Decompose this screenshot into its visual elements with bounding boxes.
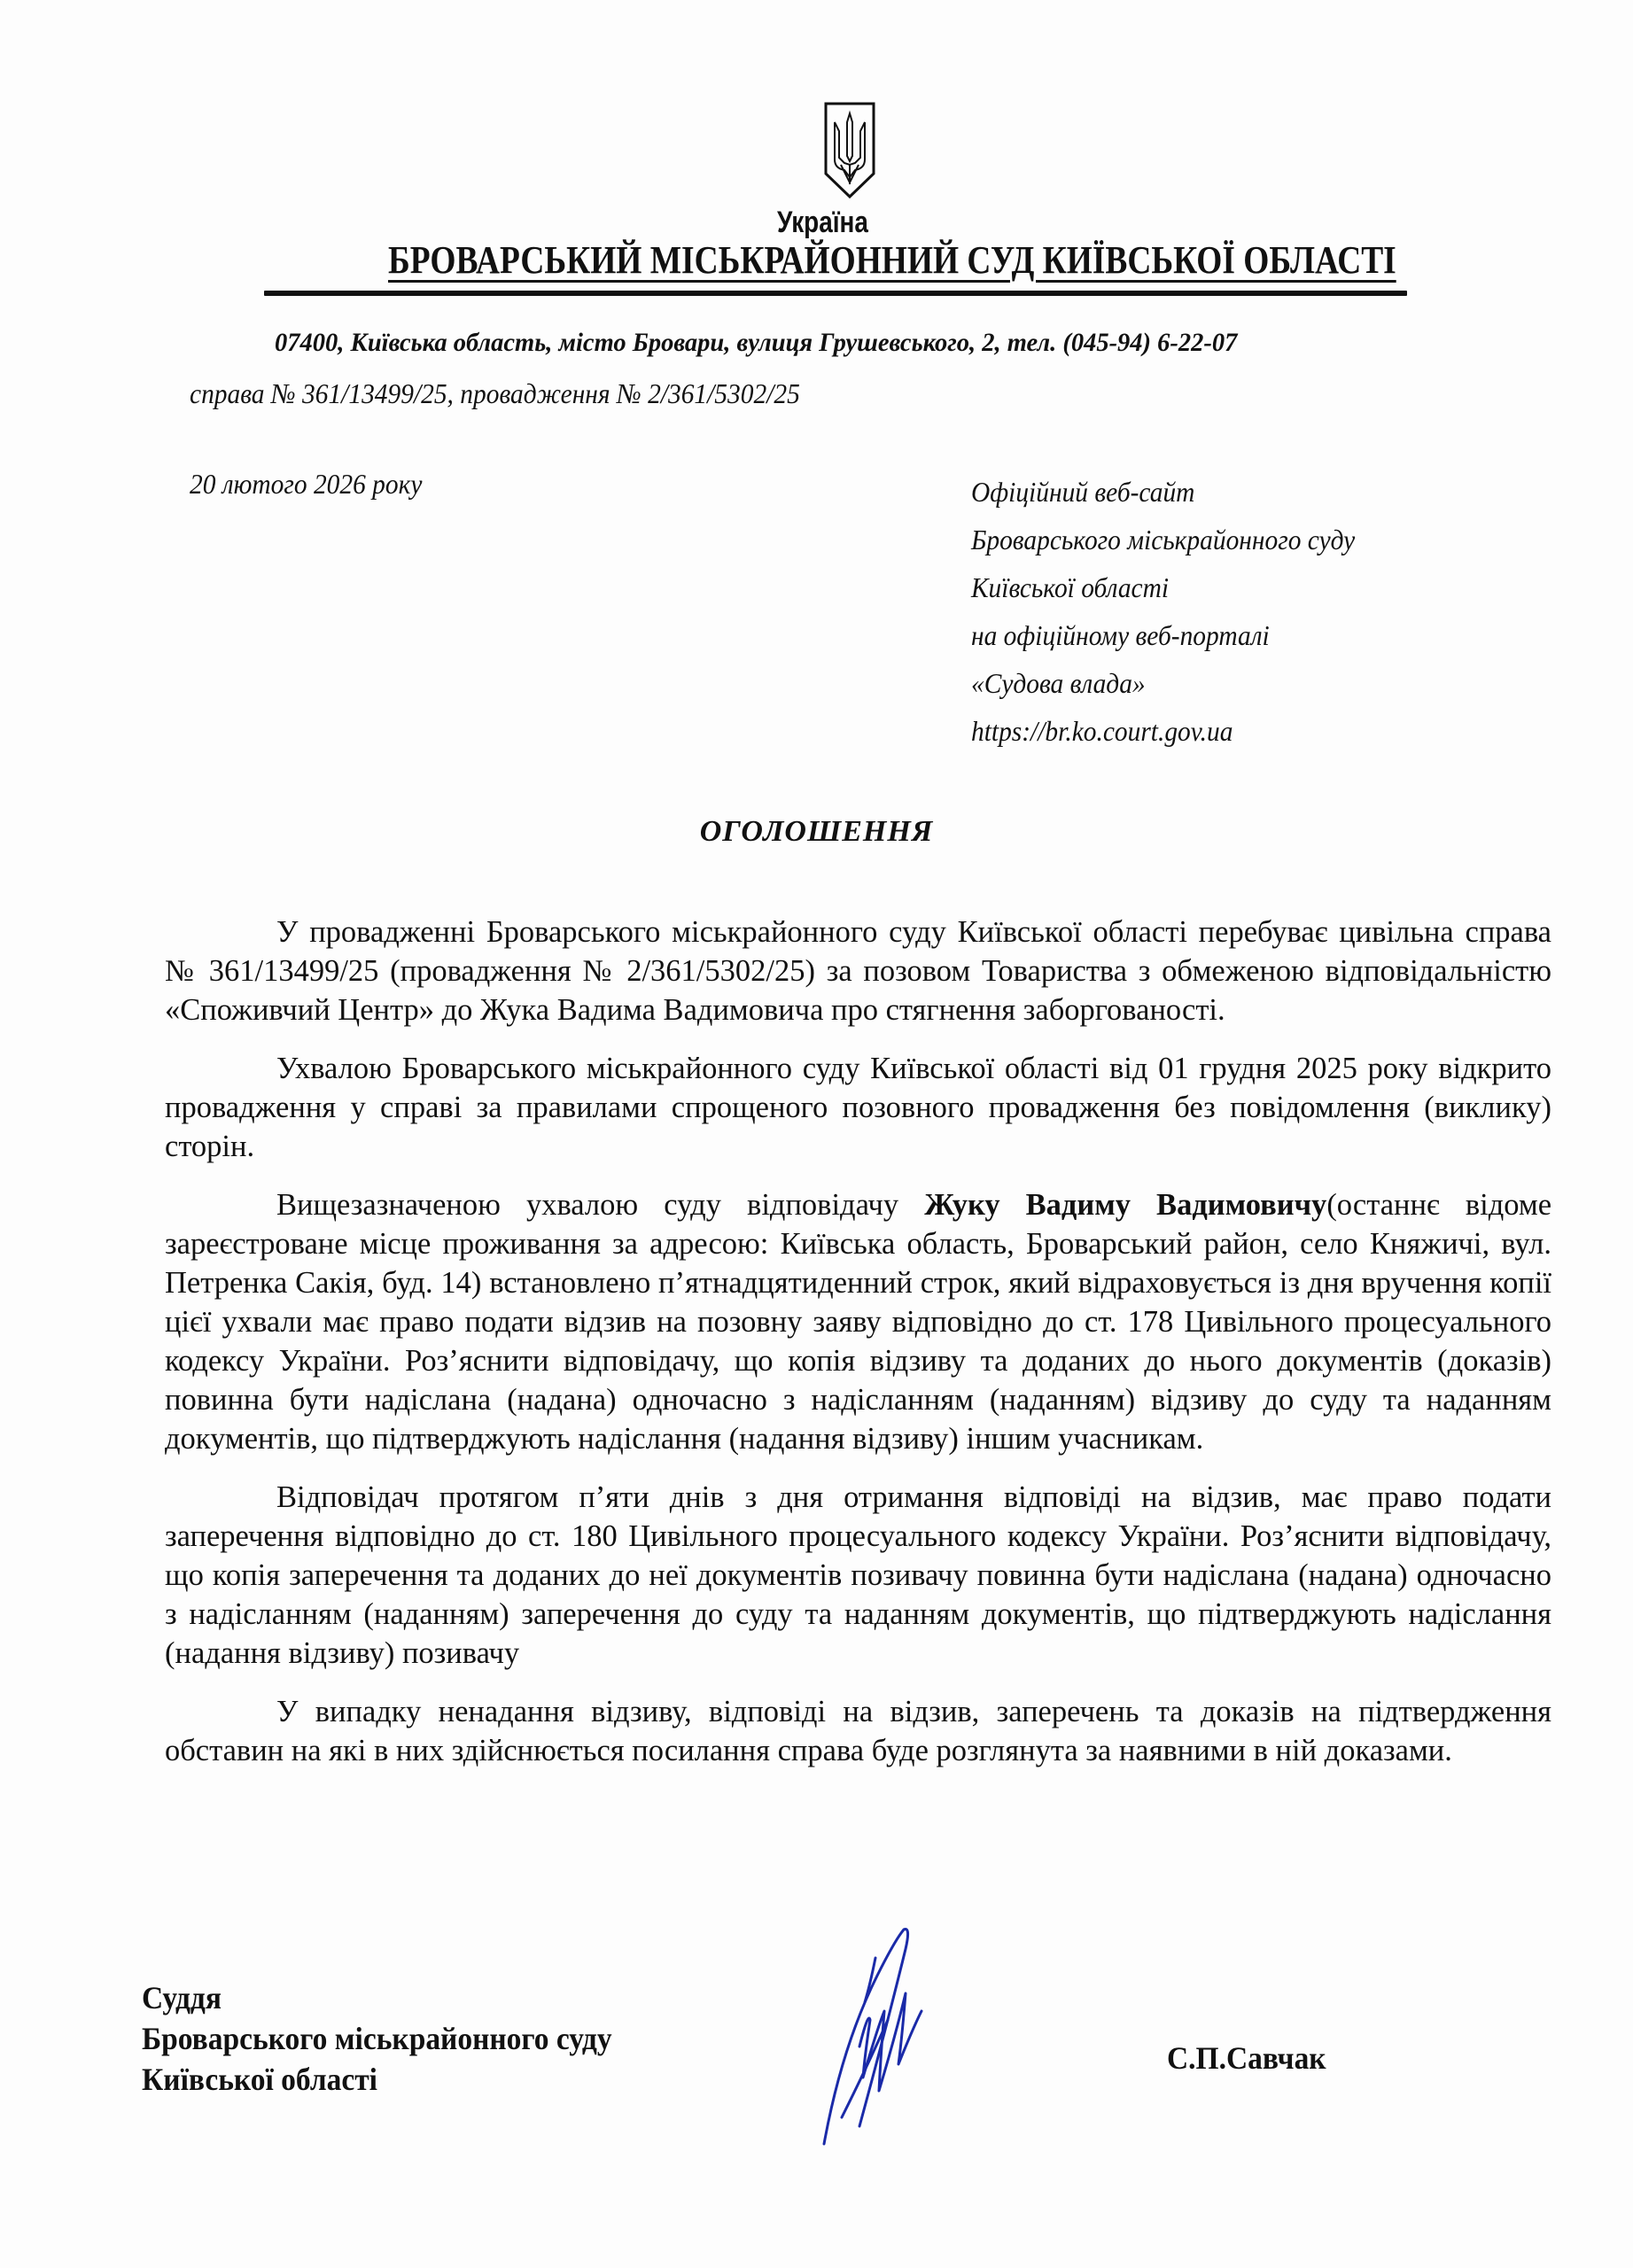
judge-title-line: Броварського міськрайонного суду — [142, 2021, 612, 2056]
judge-title-block — [142, 1977, 612, 2100]
paragraph-1: У провадженні Броварського міськрайонного суду Київської області перебуває цивільна справа № 361/13499/25 (провадження № 2/361/5302/25) за позовом Товариства з обмеженою відповідальністю «Споживчий Центр» до Жука Вадима Вадимовича про стягнення заборгованості. — [165, 915, 1551, 1027]
announcement-title: ОГОЛОШЕННЯ — [699, 815, 934, 848]
paragraph-3-rest: (останнє відоме зареєстроване місце проживання за адресою: Київська область, Броварський район, село Княжичі, вул. Петренка Сакія, буд. 14) встановлено п’ятнадцятиденний строк, який відраховується із дня вручення копії цієї ухвали має право подати відзив на позовну заяву відповідно до ст. 178 Цивільного процесуального кодексу України. Роз’яснити відповідачу, що копія відзиву та доданих до нього документів (доказів) повинна бути надіслана (надана) одночасно з надісланням (наданням) відзиву до суду та наданням документів, що підтверджують надіслання (надання відзиву) іншим учасникам. — [165, 1188, 1552, 1456]
defendant-name: Жуку Вадиму Вадимовичу — [924, 1188, 1327, 1222]
document-date: 20 лютого 2026 року — [190, 468, 423, 500]
header-divider — [264, 291, 1407, 296]
case-number-line: справа № 361/13499/25, провадження № 2/361/5302/25 — [190, 377, 800, 409]
recipient-line: Броварського міськрайонного суду — [971, 524, 1356, 555]
judge-title-line: Київської області — [142, 2062, 377, 2097]
recipient-url: https://br.ko.court.gov.ua — [971, 715, 1233, 747]
recipient-line: Київської області — [971, 571, 1170, 603]
judge-title-line: Суддя — [142, 1980, 222, 2016]
trident-coat-of-arms-icon — [823, 101, 876, 200]
paragraph-2: Ухвалою Броварського міськрайонного суду Київської області від 01 грудня 2025 року відкрито провадження у справі за правилами спрощеного позовного провадження без повідомлення (виклику) сторін. — [165, 1052, 1551, 1163]
judge-name: С.П.Савчак — [1167, 2040, 1326, 2076]
paragraph-5: У випадку ненадання відзиву, відповіді на відзив, заперечень та доказів на підтвердження обставин на які в них здійснюється посилання справа буде розглянута за наявними в ній доказами. — [165, 1695, 1551, 1767]
recipient-line: на офіційному веб-порталі — [971, 619, 1270, 651]
paragraph-3-lead: Вищезазначеною ухвалою суду відповідачу — [276, 1188, 925, 1222]
court-address: 07400, Київська область, місто Бровари, вулиця Грушевського, 2, тел. (045-94) 6-22-07 — [275, 328, 1238, 357]
country-label: Україна — [776, 206, 868, 239]
paragraph-4: Відповідач протягом п’яти днів з дня отримання відповіді на відзив, має право подати заперечення відповідно до ст. 180 Цивільного процесуального кодексу України. Роз’яснити відповідачу, що копія заперечення та доданих до неї документів позивачу повинна бути надіслана (надана) одночасно з надісланням (наданням) заперечення до суду та наданням документів, що підтверджують надіслання (надання відзиву) позивачу — [165, 1480, 1551, 1670]
paragraph-3 — [165, 1185, 1551, 1458]
court-name-heading: БРОВАРСЬКИЙ МІСЬКРАЙОННИЙ СУД КИЇВСЬКОЇ ОБЛАСТІ — [388, 238, 1396, 282]
recipient-block — [971, 468, 1355, 755]
handwritten-signature-icon — [806, 1922, 966, 2153]
recipient-line: Офіційний веб-сайт — [971, 476, 1195, 508]
announcement-body — [165, 913, 1551, 1790]
recipient-line: «Судова влада» — [971, 667, 1146, 699]
